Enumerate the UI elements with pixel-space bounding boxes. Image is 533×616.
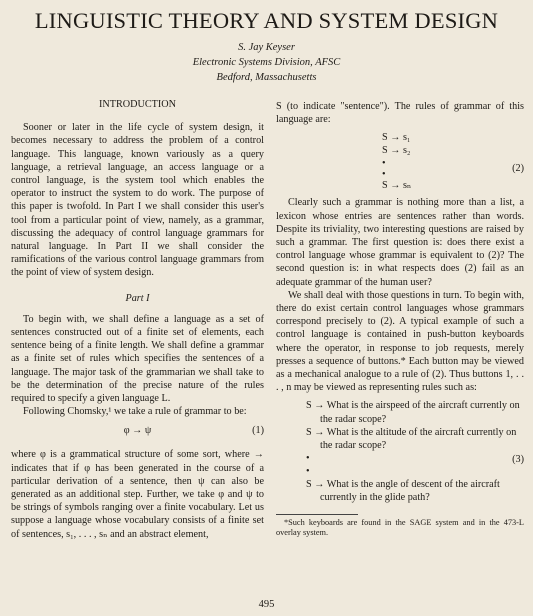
author-location: Bedford, Massachusetts <box>216 72 317 83</box>
question-rules-3 <box>276 399 524 504</box>
rule-line: S → sₙ <box>382 180 412 192</box>
questions-number: (3) <box>512 454 524 466</box>
structure-paragraph: where φ is a grammatical structure of some sort, where → indicates that if φ has been generated in the course of a particular derivation of a sentence, then ψ can also be generated as an additional step. Further, we take φ and ψ to be strings of symbols ranging over a finite vocabulary. Let us suppose a language whose vocabulary consists of a finite set of sentences, s₁, . . . , sₙ and an abstract element, <box>11 449 264 540</box>
rule-line: S → s₂ <box>382 145 411 157</box>
chomsky-paragraph: Following Chomsky,¹ we take a rule of grammar to be: <box>23 406 247 418</box>
lexicon-paragraph: Clearly such a grammar is nothing more than a list, a lexicon whose entries are sentences rather than words. Despite its triviality, two interesting questions are raised by such a grammar. The first question is: does there exist a control language whose grammar is equivalent to (2)? The second question is: in what respects does (2) fail as an adequate grammar of the human user? <box>276 197 524 288</box>
right-column <box>276 100 524 539</box>
paper-title: LINGUISTIC THEORY AND SYSTEM DESIGN <box>34 8 499 33</box>
part-one-heading: Part I <box>125 292 150 304</box>
question-rule: S → What is the angle of descent of the aircraft currently in the glide path? <box>306 479 500 504</box>
author-affiliation: Electronic Systems Division, AFSC <box>192 57 341 68</box>
page-number: 495 <box>258 599 275 610</box>
continuation-paragraph: S (to indicate "sentence"). The rules of grammar of this language are: <box>276 101 524 126</box>
grammar-rules-2 <box>276 131 524 192</box>
formula-1-expression: φ → ψ <box>123 425 152 437</box>
rules-number: (2) <box>512 163 524 175</box>
question-ellipsis-dot: • <box>306 466 310 478</box>
introduction-heading: INTRODUCTION <box>99 99 176 110</box>
question-ellipsis-dot: • <box>306 453 310 465</box>
question-rule: S → What is the altitude of the aircraft currently on the radar scope? <box>306 426 517 452</box>
left-column <box>11 98 264 541</box>
footnote-rule <box>276 514 358 515</box>
rule-line: S → s₁ <box>382 132 411 144</box>
author-block <box>0 40 533 85</box>
footnote: *Such keyboards are found in the SAGE system and in the 473-L overlay system. <box>276 517 524 538</box>
question-rule: S → What is the airspeed of the aircraft currently on the radar scope? <box>306 400 520 425</box>
rule-ellipsis-dot: • <box>382 169 386 181</box>
formula-1 <box>11 424 264 438</box>
author-name: S. Jay Keyser <box>238 42 295 53</box>
definition-paragraph: To begin with, we shall define a language as a set of sentences constructed out of a finite set of elements, each sentence being of a finite length. We shall define a grammar as a finite set of rules which specifies the sentences of a language. The major task of the grammarian we shall take to be the determination of the precise nature of the rules required to specify a given language L. <box>11 313 264 405</box>
formula-1-number: (1) <box>252 425 264 437</box>
keyboard-paragraph: We shall deal with those questions in turn. To begin with, there do exist certain control languages whose grammars correspond precisely to (2). A typical example of such a control language is contained in push-button keyboards where the operator, in response to job requests, merely presses a sequence of buttons.* Each button may be viewed as a mechanical analogue to a rule of (2). Thus buttons 1, . . . , n may be viewed as representing rules such as: <box>276 289 524 394</box>
rule-ellipsis-dot: • <box>382 158 386 170</box>
intro-paragraph: Sooner or later in the life cycle of system design, it becomes necessary to address the problem of a control language. This language, known variously as a query language, a retrieval language, an access language or a control language, is the system tool which enables the operator to instruct the system to do work. The purpose of this paper is twofold. In Part I we shall consider this user's tool from a particular point of view, namely, as a grammar, discussing the adequacy of control language grammars for natural language. In Part II we shall consider the ramifications of the various control language grammars from the point of view of system design. <box>11 122 264 279</box>
